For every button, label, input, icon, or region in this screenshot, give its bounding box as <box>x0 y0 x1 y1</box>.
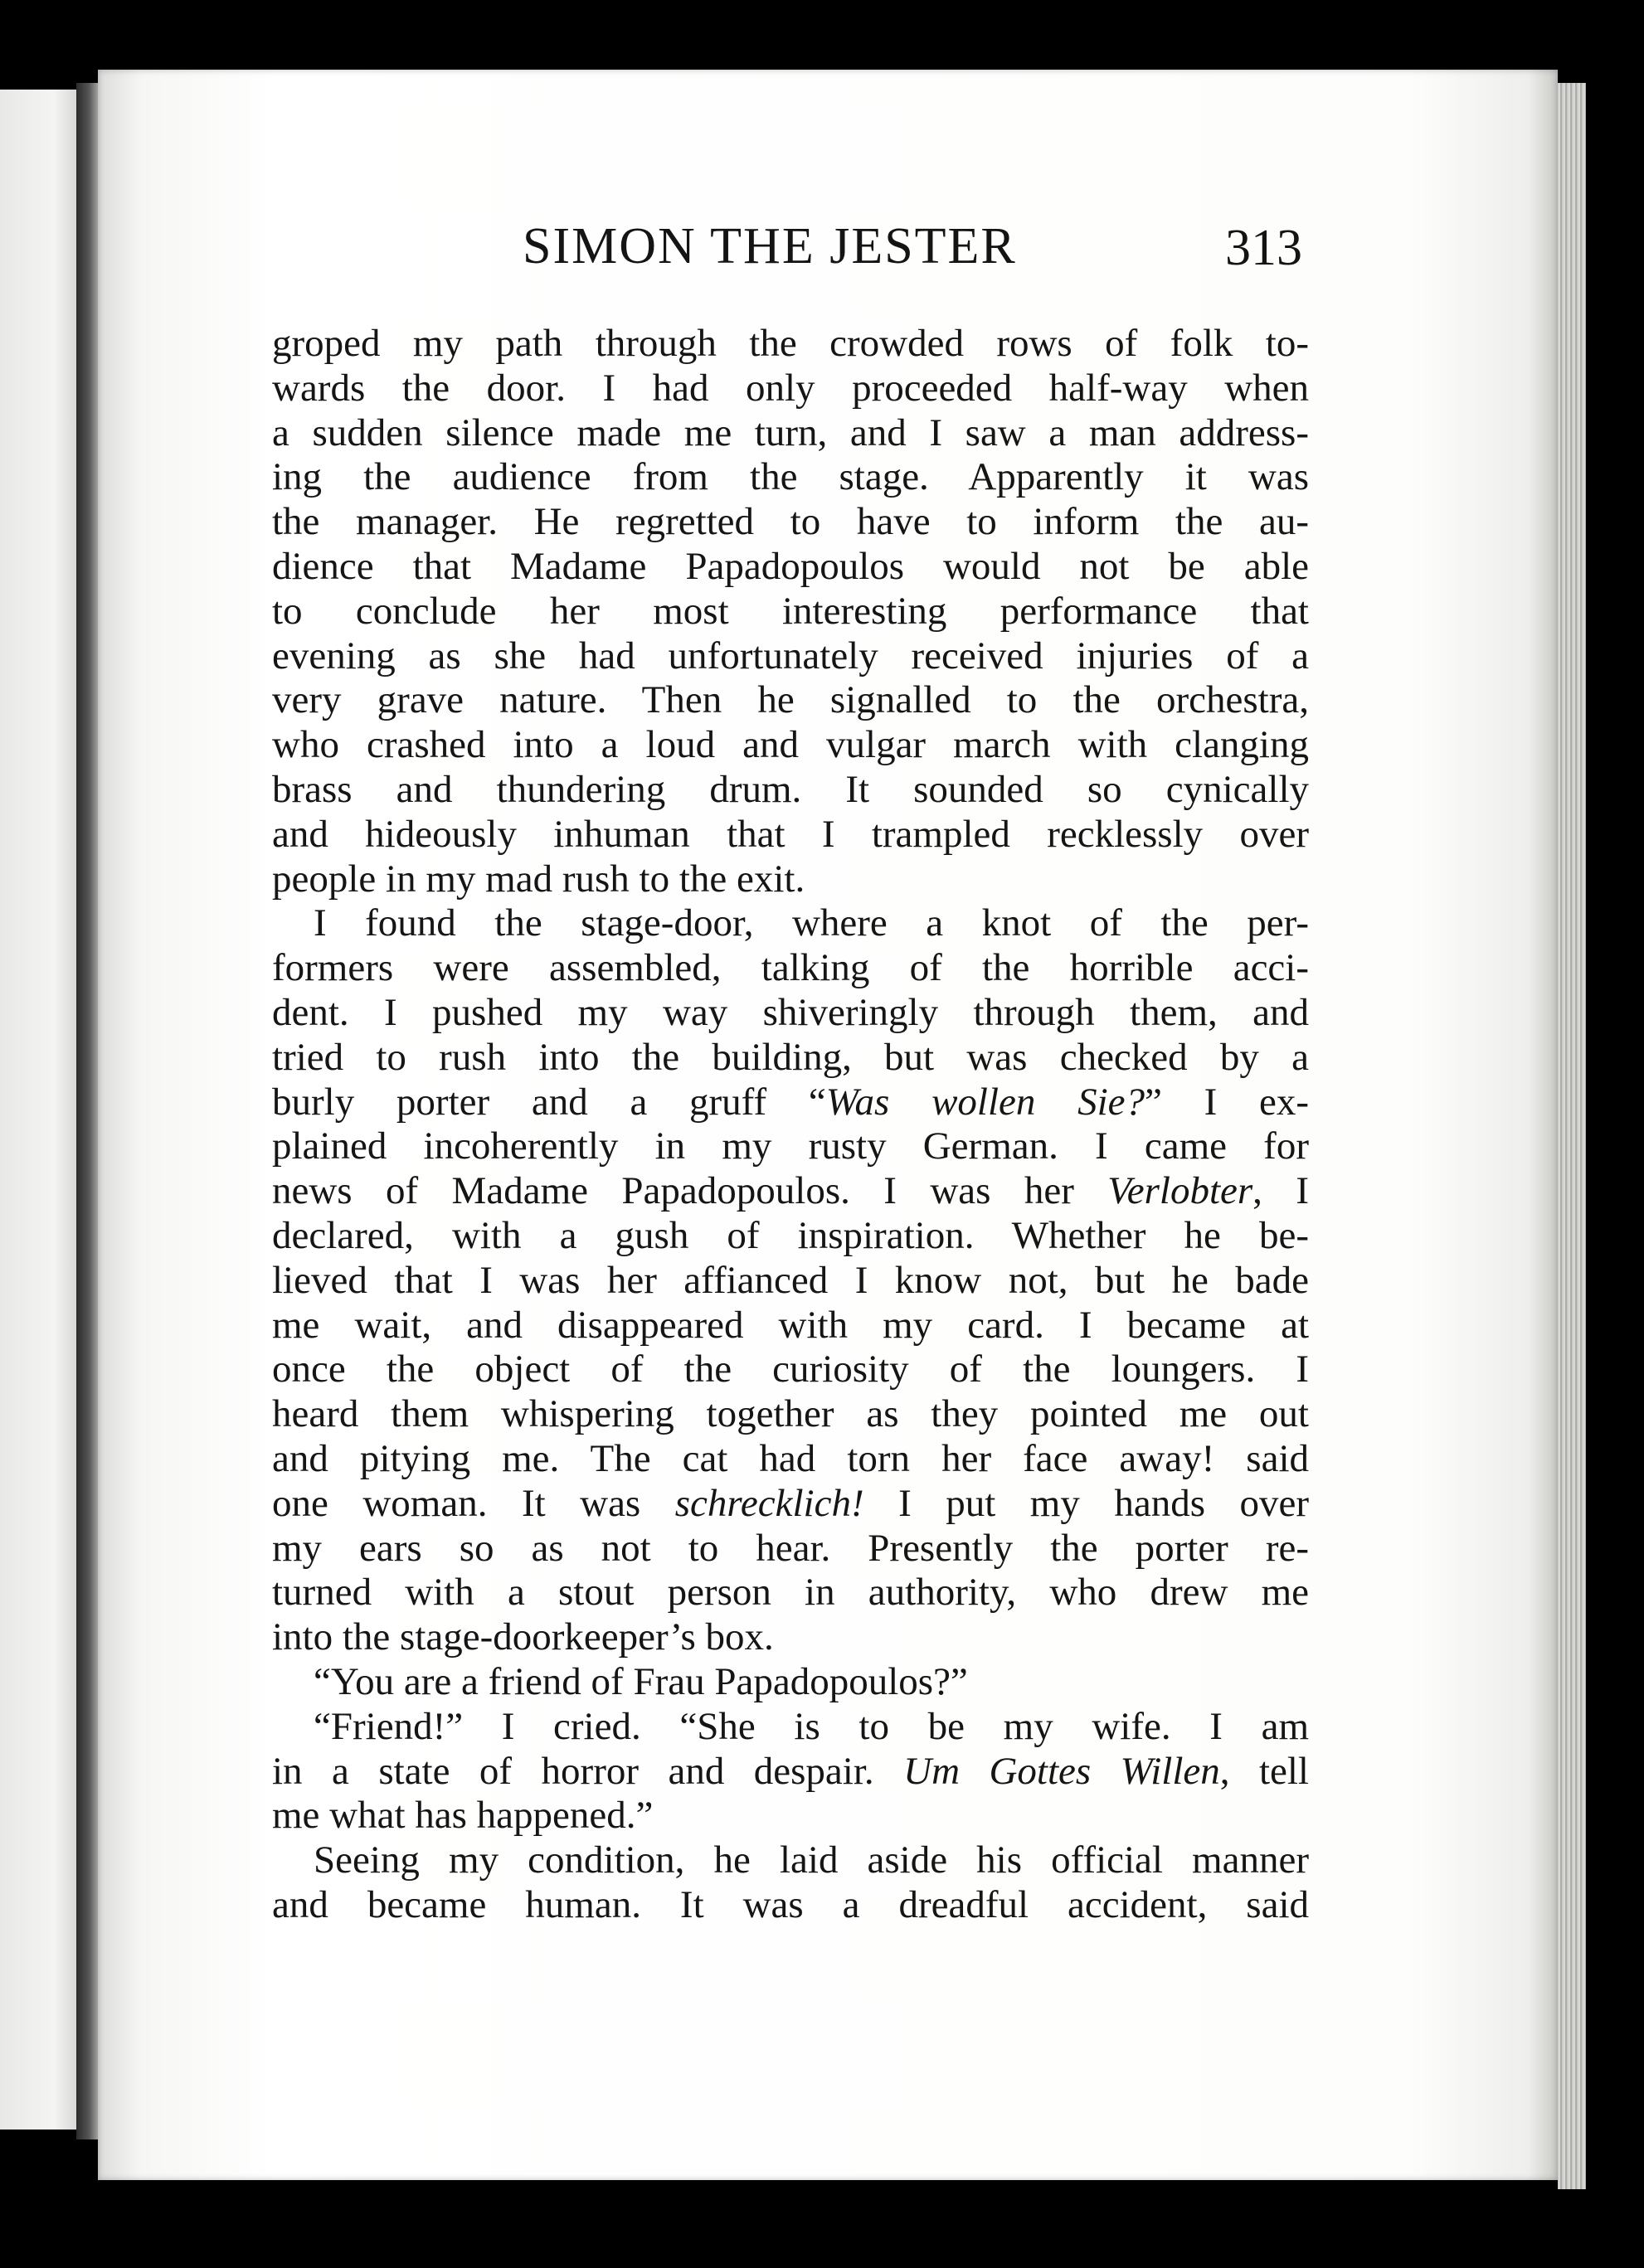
text-line: and became human. It was a dreadful accident, said <box>272 1882 1309 1926</box>
page-stack-edge <box>1558 83 1586 2189</box>
text-line: evening as she had unfortunately received injuries of a <box>272 634 1309 677</box>
text-line: people in my mad rush to the exit. <box>272 857 805 901</box>
text-line: to conclude her most interesting performance that <box>272 589 1309 633</box>
text-line: turned with a stout person in authority, who drew me <box>272 1571 1309 1615</box>
page-number: 313 <box>1225 220 1302 276</box>
italic-phrase: Was wollen Sie? <box>825 1080 1145 1124</box>
facing-page-edge <box>0 90 76 2130</box>
italic-phrase: schrecklich! <box>674 1481 864 1525</box>
italic-phrase: Um Gottes Willen <box>903 1749 1220 1793</box>
text-line: “Friend!” I cried. “She is to be my wife. I am <box>314 1704 1309 1748</box>
text-line: lieved that I was her affianced I know not, but he bade <box>272 1258 1309 1302</box>
paragraph <box>272 1660 1309 1705</box>
text-line: tried to rush into the building, but was checked by a <box>272 1035 1309 1079</box>
text-line: declared, with a gush of inspiration. Whether he be- <box>272 1213 1309 1257</box>
text-line: news of Madame Papadopoulos. I was her Verlobter, I <box>272 1169 1309 1213</box>
text-line: into the stage-doorkeeper’s box. <box>272 1615 774 1659</box>
text-line: me what has happened.” <box>272 1794 654 1838</box>
text-line: I found the stage-door, where a knot of the per- <box>314 901 1309 945</box>
text-line: a sudden silence made me turn, and I saw a man address- <box>272 410 1309 454</box>
text-line: brass and thundering drum. It sounded so cynically <box>272 767 1309 811</box>
running-head <box>274 217 1302 284</box>
text-line: very grave nature. Then he signalled to the orchestra, <box>272 678 1309 722</box>
paragraph <box>272 322 1309 901</box>
text-line: plained incoherently in my rusty German. I came for <box>272 1124 1309 1168</box>
text-line: groped my path through the crowded rows of folk to- <box>272 322 1309 365</box>
text-line: dience that Madame Papadopoulos would not be able <box>272 544 1309 588</box>
text-line: one woman. It was schrecklich! I put my hands over <box>272 1481 1309 1525</box>
text-line: heard them whispering together as they pointed me out <box>272 1392 1309 1436</box>
italic-phrase: Verlobter <box>1107 1169 1253 1213</box>
text-line: me wait, and disappeared with my card. I became at <box>272 1303 1309 1347</box>
text-line: Seeing my condition, he laid aside his official manner <box>314 1838 1309 1882</box>
text-line: formers were assembled, talking of the horrible acci- <box>272 946 1309 990</box>
paragraph <box>272 1838 1309 1928</box>
text-line: the manager. He regretted to have to inform the au- <box>272 500 1309 544</box>
text-line: who crashed into a loud and vulgar march with clanging <box>272 723 1309 767</box>
text-line: and pitying me. The cat had torn her face away! said <box>272 1436 1309 1480</box>
text-line: my ears so as not to hear. Presently the porter re- <box>272 1526 1309 1570</box>
paragraph <box>272 1705 1309 1838</box>
text-line: burly porter and a gruff “Was wollen Sie?” I ex- <box>272 1080 1309 1124</box>
paragraph <box>272 901 1309 1660</box>
text-line: once the object of the curiosity of the loungers. I <box>272 1348 1309 1391</box>
text-line: wards the door. I had only proceeded half-way when <box>272 366 1309 410</box>
text-line: dent. I pushed my way shiveringly through them, and <box>272 990 1309 1034</box>
text-line: in a state of horror and despair. Um Gottes Willen, tell <box>272 1749 1309 1793</box>
text-line: ing the audience from the stage. Apparently it was <box>272 455 1309 499</box>
text-line: and hideously inhuman that I trampled recklessly over <box>272 812 1309 856</box>
body-text <box>272 322 1309 1928</box>
text-line: “You are a friend of Frau Papadopoulos?” <box>314 1659 968 1703</box>
running-title: SIMON THE JESTER <box>523 218 1017 274</box>
